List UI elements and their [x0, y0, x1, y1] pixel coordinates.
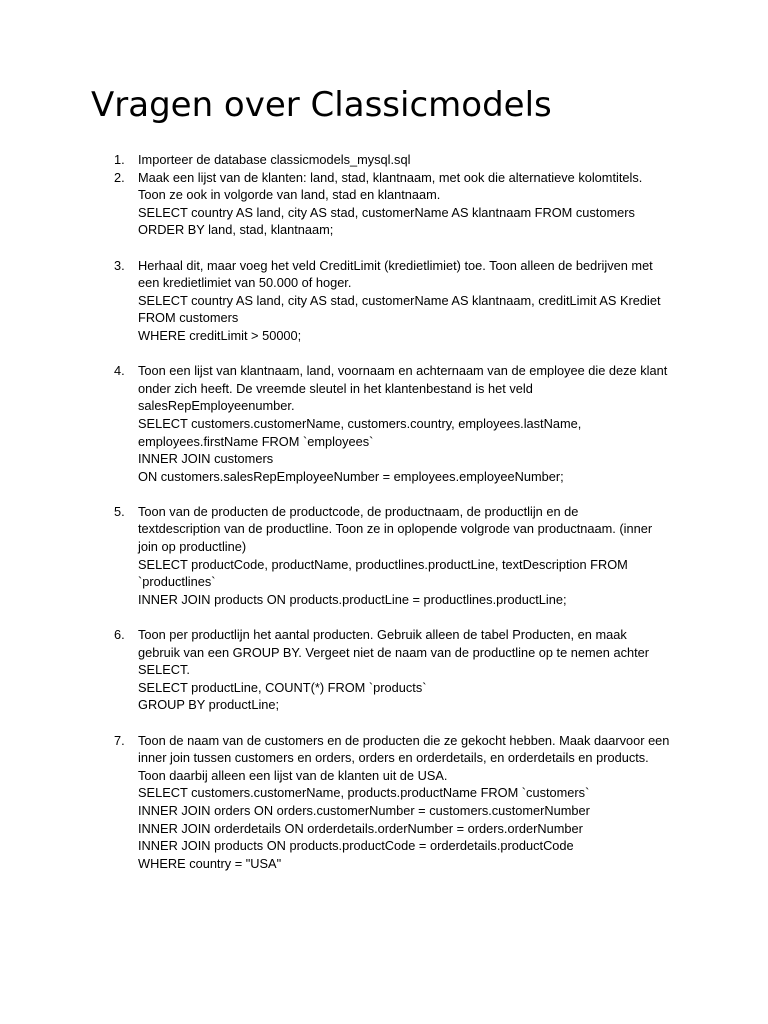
question-text: SELECT. — [138, 662, 190, 678]
question-item-2 — [0, 169, 768, 239]
question-item-5 — [0, 503, 768, 609]
sql-query-line: FROM customers — [138, 310, 239, 326]
question-text: Toon van de producten de productcode, de productnaam, de productlijn en de — [138, 503, 579, 519]
question-text: Maak een lijst van de klanten: land, stad, klantnaam, met ook die alternatieve kolomtitels. — [138, 169, 643, 185]
question-text: Toon per productlijn het aantal producten. Gebruik alleen de tabel Producten, en maak — [138, 627, 627, 643]
page-title: Vragen over Classicmodels — [91, 85, 552, 125]
question-text: Toon ze ook in volgorde van land, stad en klantnaam. — [138, 187, 441, 203]
question-text: Importeer de database classicmodels_mysql.sql — [138, 152, 411, 167]
sql-query-line: INNER JOIN orderdetails ON orderdetails.orderNumber = orders.orderNumber — [138, 820, 583, 836]
sql-query-line: SELECT country AS land, city AS stad, customerName AS klantnaam, creditLimit AS Krediet — [138, 292, 661, 308]
question-item-7 — [0, 732, 768, 873]
sql-query-line: SELECT productCode, productName, productlines.productLine, textDescription FROM — [138, 556, 628, 572]
question-number: 5. — [114, 503, 125, 519]
question-text: textdescription van de productline. Toon ze in oplopende volgrode van productnaam. (inner — [138, 521, 653, 537]
question-text: onder zich heeft. De vreemde sleutel in het klantenbestand is het veld — [138, 380, 533, 396]
sql-query-line: SELECT productLine, COUNT(*) FROM `products` — [138, 679, 427, 695]
question-text: Toon de naam van de customers en de producten die ze gekocht hebben. Maak daarvoor een — [138, 732, 670, 748]
question-text: Herhaal dit, maar voeg het veld CreditLimit (kredietlimiet) toe. Toon alleen de bedrijven met — [138, 257, 653, 273]
sql-query-line: SELECT country AS land, city AS stad, customerName AS klantnaam FROM customers — [138, 204, 635, 220]
question-number: 1. — [114, 152, 125, 167]
question-text: Toon daarbij alleen een lijst van de klanten uit de USA. — [138, 767, 448, 783]
question-text: een kredietlimiet van 50.000 of hoger. — [138, 275, 352, 291]
sql-query-line: WHERE country = "USA" — [138, 855, 282, 871]
question-text: gebruik van een GROUP BY. Vergeet niet de naam van de productline op te nemen achter — [138, 644, 650, 660]
sql-query-line: INNER JOIN products ON products.productCode = orderdetails.productCode — [138, 838, 574, 854]
question-item-4 — [0, 362, 768, 485]
sql-query-line: SELECT customers.customerName, customers.country, employees.lastName, — [138, 415, 582, 431]
question-text: join op productline) — [138, 539, 247, 555]
question-text: inner join tussen customers en orders, orders en orderdetails, en orderdetails en products. — [138, 750, 649, 766]
sql-query-line: WHERE creditLimit > 50000; — [138, 327, 302, 343]
question-number: 2. — [114, 169, 125, 185]
question-number: 7. — [114, 732, 125, 748]
sql-query-line: ON customers.salesRepEmployeeNumber = employees.employeeNumber; — [138, 468, 564, 484]
sql-query-line: GROUP BY productLine; — [138, 697, 280, 713]
sql-query-line: SELECT customers.customerName, products.productName FROM `customers` — [138, 785, 590, 801]
question-item-3 — [0, 257, 768, 345]
sql-query-line: INNER JOIN customers — [138, 451, 274, 467]
question-number: 3. — [114, 257, 125, 273]
question-item-6 — [0, 626, 768, 714]
question-number: 4. — [114, 363, 125, 379]
sql-query-line: INNER JOIN products ON products.productLine = productlines.productLine; — [138, 591, 567, 607]
sql-query-line: ORDER BY land, stad, klantnaam; — [138, 222, 334, 238]
sql-query-line: `productlines` — [138, 574, 216, 590]
question-number: 6. — [114, 627, 125, 643]
question-list — [0, 151, 768, 872]
sql-query-line: employees.firstName FROM `employees` — [138, 433, 374, 449]
question-text: salesRepEmployeenumber. — [138, 398, 295, 414]
question-text: Toon een lijst van klantnaam, land, voornaam en achternaam van de employee die deze klant — [138, 363, 668, 379]
sql-query-line: INNER JOIN orders ON orders.customerNumber = customers.customerNumber — [138, 802, 590, 818]
question-item-1 — [0, 151, 768, 169]
